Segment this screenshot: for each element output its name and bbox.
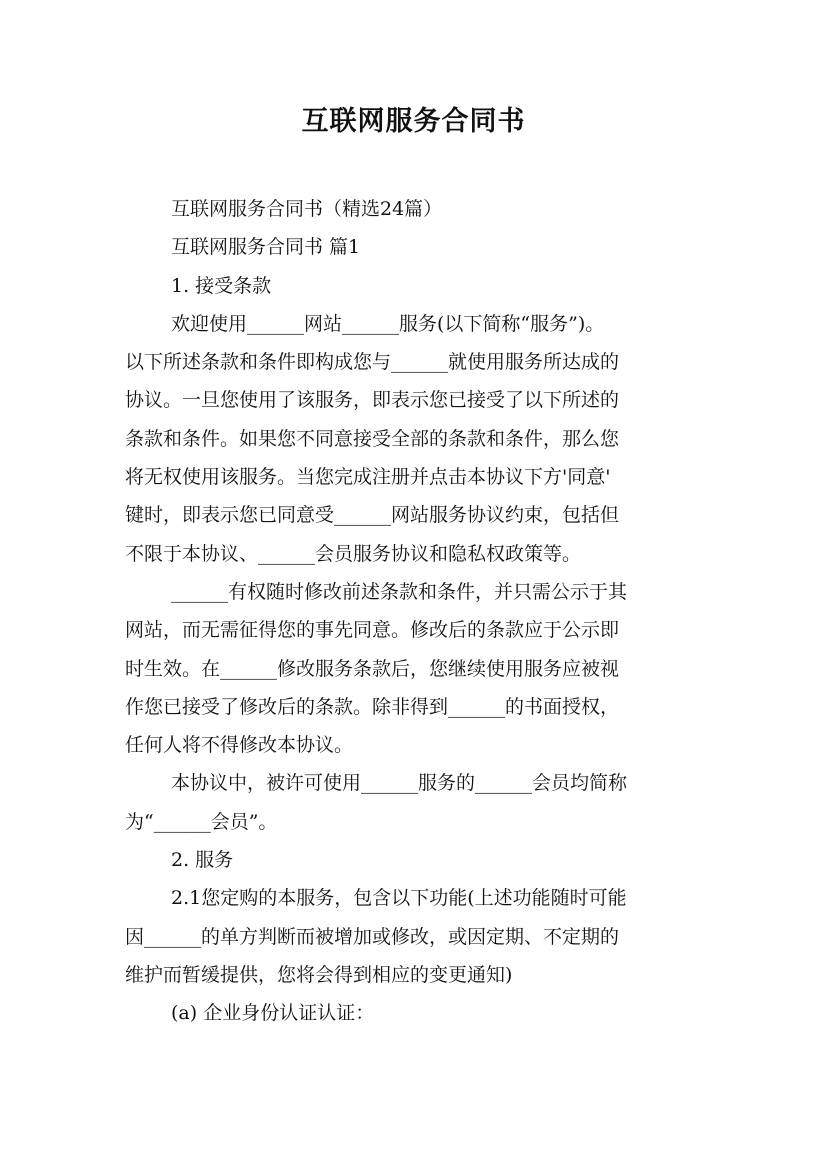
text-line: 时生效。在______修改服务条款后，您继续使用服务应被视: [125, 657, 620, 680]
text-line: ______有权随时修改前述条款和条件，并只需公示于其: [171, 580, 628, 603]
text-line: 不限于本协议、______会员服务协议和隐私权政策等。: [125, 542, 582, 565]
text-line: 维护而暂缓提供，您将会得到相应的变更通知): [125, 963, 513, 986]
document-title: 互联网服务合同书: [301, 106, 526, 137]
document-body: [125, 190, 705, 1033]
text-line: 键时，即表示您已同意受______网站服务协议约束，包括但: [125, 504, 620, 527]
text-line: 条款和条件。如果您不同意接受全部的条款和条件，那么您: [125, 427, 620, 450]
text-line: 以下所述条款和条件即构成您与______就使用服务所达成的: [125, 351, 620, 374]
text-line: 因______的单方判断而被增加或修改，或因定期、不定期的: [125, 925, 620, 948]
text-line: 作您已接受了修改后的条款。除非得到______的书面授权，: [125, 695, 620, 718]
text-line: 2. 服务: [171, 849, 234, 872]
text-line: 互联网服务合同书（精选24篇）: [171, 198, 443, 220]
text-line: 协议。一旦您使用了该服务，即表示您已接受了以下所述的: [125, 389, 620, 412]
text-line: 为“______会员”。: [125, 810, 278, 833]
text-line: 互联网服务合同书 篇1: [171, 236, 361, 259]
text-line: 本协议中，被许可使用______服务的______会员均简称: [171, 772, 628, 795]
text-line: 2.1您定购的本服务，包含以下功能(上述功能随时可能: [171, 887, 627, 910]
text-line: 欢迎使用______网站______服务(以下简称“服务”)。: [171, 312, 605, 335]
text-line: 将无权使用该服务。当您完成注册并点击本协议下方'同意': [125, 466, 611, 489]
text-line: 网站，而无需征得您的事先同意。修改后的条款应于公示即: [125, 619, 620, 642]
text-line: 任何人将不得修改本协议。: [125, 734, 354, 757]
text-line: 1. 接受条款: [171, 274, 272, 297]
text-line: (a) 企业身份认证认证：: [171, 1002, 375, 1025]
